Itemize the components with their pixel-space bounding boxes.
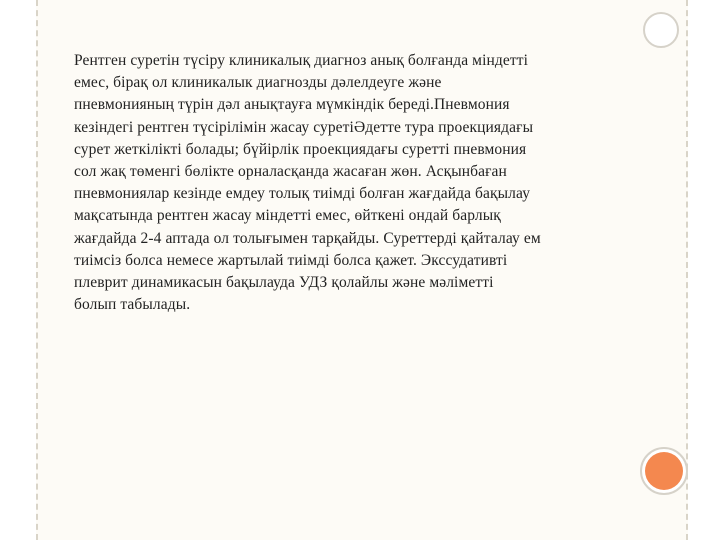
decorative-circle-top — [643, 12, 679, 48]
text-line: жағдайда 2-4 аптада ол толығымен тарқайды. Суреттерді қайталау ем — [74, 229, 541, 247]
text-line: болып табылады. — [74, 296, 191, 314]
text-line: кезіндегі рентген түсірілімін жасау суретіӘдетте тура проекциядағы — [74, 118, 534, 136]
text-line: мақсатында рентген жасау міндетті емес, өйткені ондай барлық — [74, 207, 501, 225]
text-line: сол жақ төменгі бөлікте орналасқанда жасаған жөн. Асқынбаған — [74, 163, 507, 181]
text-line: пневмонияның түрін дәл анықтауға мүмкіндік береді.Пневмония — [74, 96, 510, 114]
orange-dot — [645, 452, 683, 490]
slide-body-text — [74, 50, 714, 316]
text-line: емес, бірақ ол клиникалык диагнозды дәлелдеуге және — [74, 74, 442, 92]
text-line: пневмониялар кезінде емдеу толық тиімді болған жағдайда бақылау — [74, 185, 531, 203]
text-line: плеврит динамикасын бақылауда УДЗ қолайлы және мәліметті — [74, 274, 494, 292]
decorative-circle-bottom — [640, 447, 688, 495]
text-line: тиімсіз болса немесе жартылай тиімді болса қажет. Экссудативті — [74, 251, 508, 269]
text-line: сурет жеткілікті болады; бүйірлік проекциядағы суретті пневмония — [74, 140, 527, 158]
text-line: Рентген суретін түсіру клиникалық диагноз анық болғанда міндетті — [74, 52, 528, 69]
